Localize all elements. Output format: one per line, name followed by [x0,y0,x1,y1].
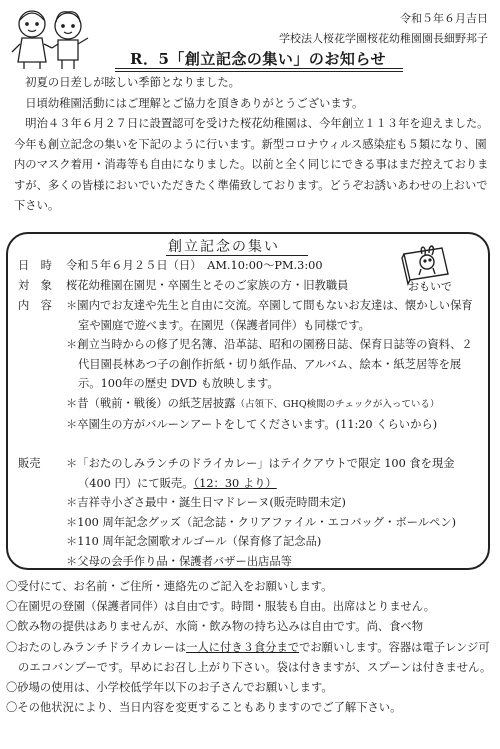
note-lunch-start: 〇おたのしみランチドライカレーは [6,640,187,654]
lunch-sale-time: （12：30 より） [193,476,277,490]
date-value: 令和５年６月２５日（日） AM.10:00〜PM.3:00 [66,259,323,272]
issue-date: 令和５年６月吉日 [400,12,488,25]
omoide-label: おもいで [408,280,452,293]
title-underline [115,68,403,69]
target-row [18,276,348,295]
content-item [66,394,480,415]
note-item [6,638,492,678]
thanks: 日頃幼稚園活動にはご理解とご協力を頂きありがとうございます。 [25,96,364,110]
sales-item: ＊110 周年記念園歌オルゴール（保育修了記念品) [66,535,322,549]
notes-list [6,577,492,718]
note-item: 〇砂場の使用は、小学校低学年以下のお子さんでお願いします。 [6,681,333,695]
greeting: 初夏の日差しが眩しい季節となりました。 [25,76,240,89]
announcement: 明治４３年６月２７日に設置認可を受けた桜花幼稚園は、今年創立１１３年を迎えました。今年も創立記念の集いを下記のように行います。新型コロナウィルス感染症も５類になり、園内のマスク着用・消毒等も自由になりました。以前と全く同じにできる事はまだ控えておりますが、多くの皆様においでいただきたく準備致しております。どうぞお誘いあわせの上おいで下さい。 [14,117,489,212]
note-item: 〇飲み物の提供はありませんが、水筒・飲み物の持ち込みは自由です。尚、食べ物 [6,620,424,634]
sales-item: ＊100 周年記念グッズ（記念誌・クリアファイル・エコバッグ・ボールペン) [66,515,457,529]
issuer: 学校法人桜花学園桜花幼稚園園長細野邦子 [279,32,488,45]
note-lunch-rest: でお願いします。容器は電子レンジ可のエコバンブーです。早めにお召し上がり下さい。袋は付きますが、スプーンは付きません。 [18,640,492,674]
date-label: 日 時 [18,259,52,272]
content-label: 内 容 [18,299,52,312]
note-item: 〇その他状況により、当日内容を変更することもありますのでご了解下さい。 [6,701,402,715]
page-title: R．5「創立記念の集い」のお知らせ [130,50,386,68]
event-title: 創立記念の集い [168,239,280,255]
sales-item [66,454,480,493]
title-underline-2 [115,71,403,72]
target-value: 桜花幼稚園在園児・卒園生とそのご家族の方・旧教職員 [66,279,349,292]
content-list [66,296,480,434]
sales-item: ＊父母の会手作り品・保護者バザー出店品等 [66,554,292,568]
kamishibai-note: （占領下、GHQ検閲のチェックが入っている） [235,398,440,410]
content-item: ＊創立当時からの修了児名簿、沿革誌、昭和の園務日誌、保育日誌等の資料、２代目園長林あつ子の創作折紙・切り紙作品、アルバム、絵本・紙芝居等を展示。100年の歴史 DVD も放映します。 [66,338,473,391]
content-item: ＊園内でお友達や先生と自由に交流。卒園して間もないお友達は、懐かしい保育室や園庭で遊べます。在園児（保護者同伴）も同様です。 [66,299,473,332]
sales-list [66,454,480,572]
note-item: 〇在園児の登園（保護者同伴）は自由です。時間・服装も自由。出席はとりません。 [6,600,436,614]
lunch-sale-text: ＊「おたのしみランチのドライカレー」はテイクアウトで限定 100 食を現金（400 円）にて販売。 [66,457,455,490]
target-label: 対 象 [18,279,52,292]
content-item: ＊卒園生の方がバルーンアートをしてくださいます。(11:20 くらいから) [66,417,438,431]
note-lunch-limit: 一人に付き３食分まで [186,640,300,654]
children-illustration-icon [6,4,98,70]
kamishibai-text: ＊昔（戦前・戦後）の紙芝居披露 [66,396,236,410]
intro-text [14,73,492,217]
sales-item: ＊吉祥寺小ざさ最中・誕生日マドレーヌ(販売時間未定) [66,496,346,510]
sales-label: 販売 [18,457,41,470]
date-row [18,256,323,275]
note-item: 〇受付にて、お名前・ご住所・連絡先のご記入をお願いします。 [6,580,333,593]
